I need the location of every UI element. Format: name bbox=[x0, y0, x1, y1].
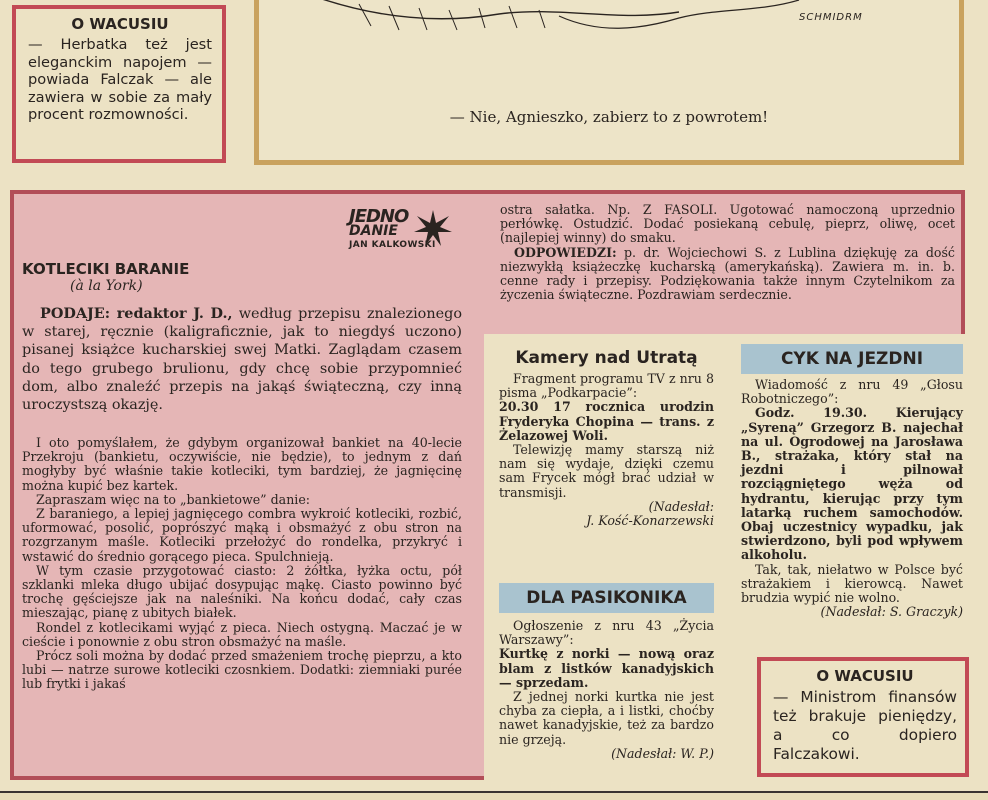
recipe-paragraph: Zapraszam więc na to „bankietowe” danie: bbox=[36, 491, 311, 507]
pasikonik-quote: Kurtkę z norki — nową oraz blam z listków kanadyjskich — sprzedam. bbox=[499, 646, 714, 690]
cartoon-drawing bbox=[299, 0, 819, 40]
cyk-comment: Tak, tak, niełatwo w Polsce być strażakiem i kierowcą. Nawet brudzia wypić nie wolno. bbox=[741, 561, 963, 606]
recipe-intro bbox=[22, 305, 462, 414]
recipe-paragraph: Z baraniego, a lepiej jagnięcego combra wykroić kotleciki, rozbić, uformować, posolić, poprószyć mąką i obsmażyć z obu stron na rozgrzanym maśle. Kotleciki przełożyć do rondelka, przykryć i wstawić do średnio gorącego pieca. Spulchnieją. bbox=[22, 506, 462, 564]
pasikonik-sent: (Nadesłał: W. P.) bbox=[611, 745, 714, 761]
o-wacusiu-top-box bbox=[12, 5, 226, 163]
pasikonik-intro: Ogłoszenie z nru 43 „Życia Warszawy”: bbox=[499, 618, 714, 648]
bottom-rule bbox=[0, 791, 988, 800]
recipe-paragraph: Rondel z kotlecikami wyjąć z pieca. Niech ostygną. Maczać je w cieście i ponownie z obu stron obsmażyć na maśle. bbox=[22, 619, 462, 649]
cartoon-frame bbox=[254, 0, 964, 165]
kamery-comment: Telewizję mamy starszą niż nam się wydaje, dzięki czemu sam Frycek mógł brać udział w transmisji. bbox=[499, 442, 714, 500]
o-wacusiu-bottom-box bbox=[757, 657, 969, 777]
recipe-heading bbox=[22, 260, 352, 294]
cyk-column bbox=[741, 344, 963, 619]
cyk-sent: (Nadesłał: S. Graczyk) bbox=[820, 604, 963, 620]
recipe-title: KOTLECIKI BARANIE bbox=[22, 260, 190, 278]
o-wacusiu-top-title: O WACUSIU bbox=[71, 15, 169, 33]
recipe-intro-text: według przepisu znalezionego w starej, ręcznie (kaligraficznie, jak to niegdyś uczono) pisanej książce kucharskiej swej Matki. Zaglądam czasem do tego grubego brulionu, gdy chcę sobie przypomnieć dom, albo znaleźć przepis na jakąś świąteczną, czy inną uroczystszą okazję. bbox=[22, 306, 462, 414]
o-wacusiu-top-text: — Herbatka też jest eleganckim napojem — powiada Falczak — ale zawiera w sobie za mały procent rozmowności. bbox=[28, 36, 212, 124]
recipe-subtitle: (à la York) bbox=[70, 278, 143, 294]
recipe-paragraph: W tym czasie przygotować ciasto: 2 żółtka, łyżka octu, pół szklanki mleka długo ubijać dosypując mąkę. Ciasto powinno być trochę gęściejsze jak na naleśniki. Na końcu dodać, cały czas mieszając, pianę z ubitych białek. bbox=[22, 562, 462, 621]
recipe-continuation bbox=[500, 203, 955, 302]
cartoon-signature: SCHMIDRM bbox=[799, 12, 863, 23]
kamery-author: J. Kość-Konarzewski bbox=[586, 513, 714, 529]
recipe-paragraph: I oto pomyślałem, że gdybym organizował bankiet na 40-lecie Przekroju (bankietu, oczywiście, nie będzie), to jednym z dań mogłyby być właśnie takie kotleciki, tym bardziej, że jagnięcinę można kupić bez kartek. bbox=[22, 435, 462, 493]
recipe-intro-lead: PODAJE: redaktor J. D., bbox=[40, 305, 233, 322]
answers-text: p. dr. Wojciechowi S. z Lublina dziękuję za dość niezwykłą książeczkę kucharską (amerykańską). Zawiera m. in. b. cenne rady i przepisy. Podziękowania także innym Czytelnikom za życzenia świąteczne. Pozdrawiam serdecznie. bbox=[500, 244, 955, 303]
pasikonik-title: DLA PASIKONIKA bbox=[499, 583, 714, 613]
logo-word-danie: DANIE bbox=[349, 223, 398, 239]
kamery-column bbox=[499, 348, 714, 528]
pasikonik-comment: Z jednej norki kurtka nie jest chyba za ciepła, a i listki, choćby nawet kanadyjskie, też za bardzo nie grzeją. bbox=[499, 689, 714, 747]
logo-word-jedno: JEDNO bbox=[349, 206, 409, 227]
kamery-title: Kamery nad Utratą bbox=[515, 348, 698, 368]
kamery-sent-label: (Nadesłał: bbox=[648, 498, 714, 514]
o-wacusiu-bottom-title: O WACUSIU bbox=[816, 667, 914, 685]
kamery-intro: Fragment programu TV z nru 8 pisma „Podkarpacie”: bbox=[499, 371, 714, 401]
o-wacusiu-bottom-text: — Ministrom finansów też brakuje pieniędzy, a co dopiero Falczakowi. bbox=[773, 688, 957, 763]
cyk-title: CYK NA JEZDNI bbox=[741, 344, 963, 374]
jedno-danie-logo bbox=[349, 206, 459, 262]
logo-starburst-icon bbox=[413, 208, 453, 248]
recipe-continuation-text: ostra sałatka. Np. Z FASOLI. Ugotować namoczoną uprzednio perłówkę. Ostudzić. Dodać posiekaną cebulę, pieprz, oliwę, ocet (najlepiej winny) do smaku. bbox=[500, 202, 955, 246]
cyk-intro: Wiadomość z nru 49 „Głosu Robotniczego”: bbox=[741, 377, 963, 407]
kamery-quote: 20.30 17 rocznica urodzin Fryderyka Chopina — trans. z Żelazowej Woli. bbox=[499, 399, 714, 443]
recipe-paragraph: Prócz soli można by dodać przed smażeniem trochę pieprzu, a kto lubi — natrze surowe kotleciki czosnkiem. Dodatki: ziemniaki purée lub frytki i jakaś bbox=[22, 648, 462, 692]
cartoon-caption: — Nie, Agnieszko, zabierz to z powrotem! bbox=[449, 108, 769, 126]
logo-author: JAN KALKOWSKI bbox=[349, 240, 436, 250]
answers-lead: ODPOWIEDZI: bbox=[514, 244, 617, 260]
pasikonik-column bbox=[499, 583, 714, 761]
recipe-body bbox=[22, 436, 462, 692]
cyk-quote: Godz. 19.30. Kierujący „Syreną” Grzegorz B. najechał na ul. Ogrodowej na Jarosława B., strażaka, który stał na jezdni i pilnował rozciągniętego węża od hydrantu, kierując przy tym latarką ruchem samochodów. Obaj uczestnicy wypadku, jak stwierdzono, byli pod wpływem alkoholu. bbox=[741, 405, 963, 563]
